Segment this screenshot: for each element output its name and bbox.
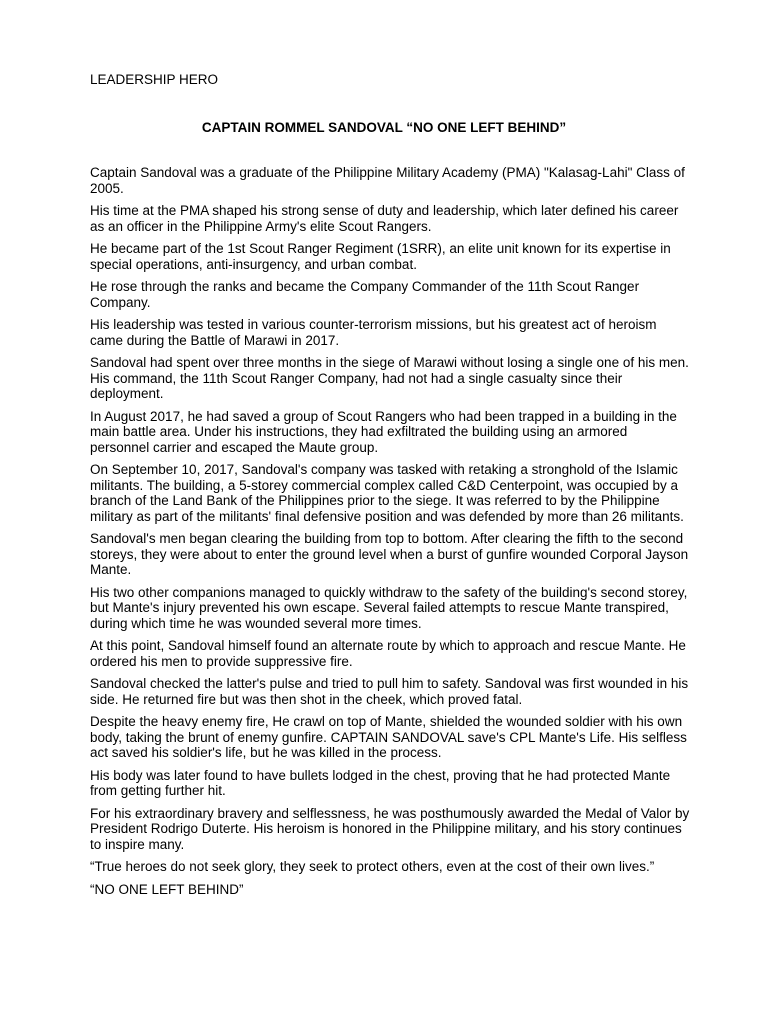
paragraph-shielded-mante: Despite the heavy enemy fire, He crawl on top of Mante, shielded the wounded soldier with his own body, taking the brunt of enemy gunfire. CAPTAIN SANDOVAL save's CPL Mante's Life. His selfless act saved his soldier's life, but he was killed in the process. bbox=[90, 714, 687, 760]
paragraph-body-found: His body was later found to have bullets lodged in the chest, proving that he had protected Mante from getting further hit. bbox=[90, 767, 671, 798]
paragraph-1srr: He became part of the 1st Scout Ranger Regiment (1SRR), an elite unit known for its expertise in special operations, anti-insurgency, and urban combat. bbox=[90, 241, 671, 272]
paragraph-companions-withdraw: His two other companions managed to quickly withdraw to the safety of the building's second storey, but Mante's injury prevented his own escape. Several failed attempts to rescue Mante transpired, during which time he was wounded several more times. bbox=[90, 584, 688, 631]
paragraph-clearing-building: Sandoval's men began clearing the building from top to bottom. After clearing the fifth to the second storeys, they were about to enter the ground level when a burst of gunfire wounded Corporal Jayson Mante. bbox=[90, 531, 689, 577]
paragraph-august-rescue: In August 2017, he had saved a group of Scout Rangers who had been trapped in a building in the main battle area. Under his instructions, they had exfiltrated the building using an armored personnel carrier and escaped the Maute group. bbox=[90, 408, 677, 455]
paragraph-marawi-siege: Sandoval had spent over three months in the siege of Marawi without losing a single one of his men. His command, the 11th Scout Ranger Company, had not had a single casualty since their deployment. bbox=[90, 355, 689, 401]
paragraph-education: Captain Sandoval was a graduate of the Philippine Military Academy (PMA) "Kalasag-Lahi" Class of 2005. bbox=[90, 165, 685, 196]
document-label: LEADERSHIP HERO bbox=[90, 72, 219, 87]
paragraph-quote: “True heroes do not seek glory, they seek to protect others, even at the cost of their own lives.” bbox=[90, 859, 655, 874]
document-body bbox=[90, 165, 690, 904]
paragraph-medal-of-valor: For his extraordinary bravery and selflessness, he was posthumously awarded the Medal of Valor by President Rodrigo Duterte. His heroism is honored in the Philippine military, and his story continues to inspire many. bbox=[90, 805, 690, 852]
paragraph-company-commander: He rose through the ranks and became the Company Commander of the 11th Scout Ranger Company. bbox=[90, 279, 640, 310]
paragraph-september-mission: On September 10, 2017, Sandoval's company was tasked with retaking a stronghold of the Islamic militants. The building, a 5-storey commercial complex called C&D Centerpoint, was occupied by a branch of the Land Bank of the Philippines prior to the siege. It was referred to by the Philippine military as part of the militants' final defensive position and was defended by more than 26 militants. bbox=[90, 462, 684, 524]
paragraph-alternate-route: At this point, Sandoval himself found an alternate route by which to approach and rescue Mante. He ordered his men to provide suppressive fire. bbox=[90, 638, 686, 669]
paragraph-pma-career: His time at the PMA shaped his strong sense of duty and leadership, which later defined his career as an officer in the Philippine Army's elite Scout Rangers. bbox=[90, 203, 679, 234]
paragraph-wounded: Sandoval checked the latter's pulse and tried to pull him to safety. Sandoval was first wounded in his side. He returned fire but was then shot in the cheek, which proved fatal. bbox=[90, 676, 689, 707]
paragraph-leadership-tested: His leadership was tested in various counter-terrorism missions, but his greatest act of heroism came during the Battle of Marawi in 2017. bbox=[90, 317, 657, 348]
document-title: CAPTAIN ROMMEL SANDOVAL “NO ONE LEFT BEHIND” bbox=[201, 120, 567, 135]
paragraph-motto: “NO ONE LEFT BEHIND” bbox=[90, 881, 244, 897]
